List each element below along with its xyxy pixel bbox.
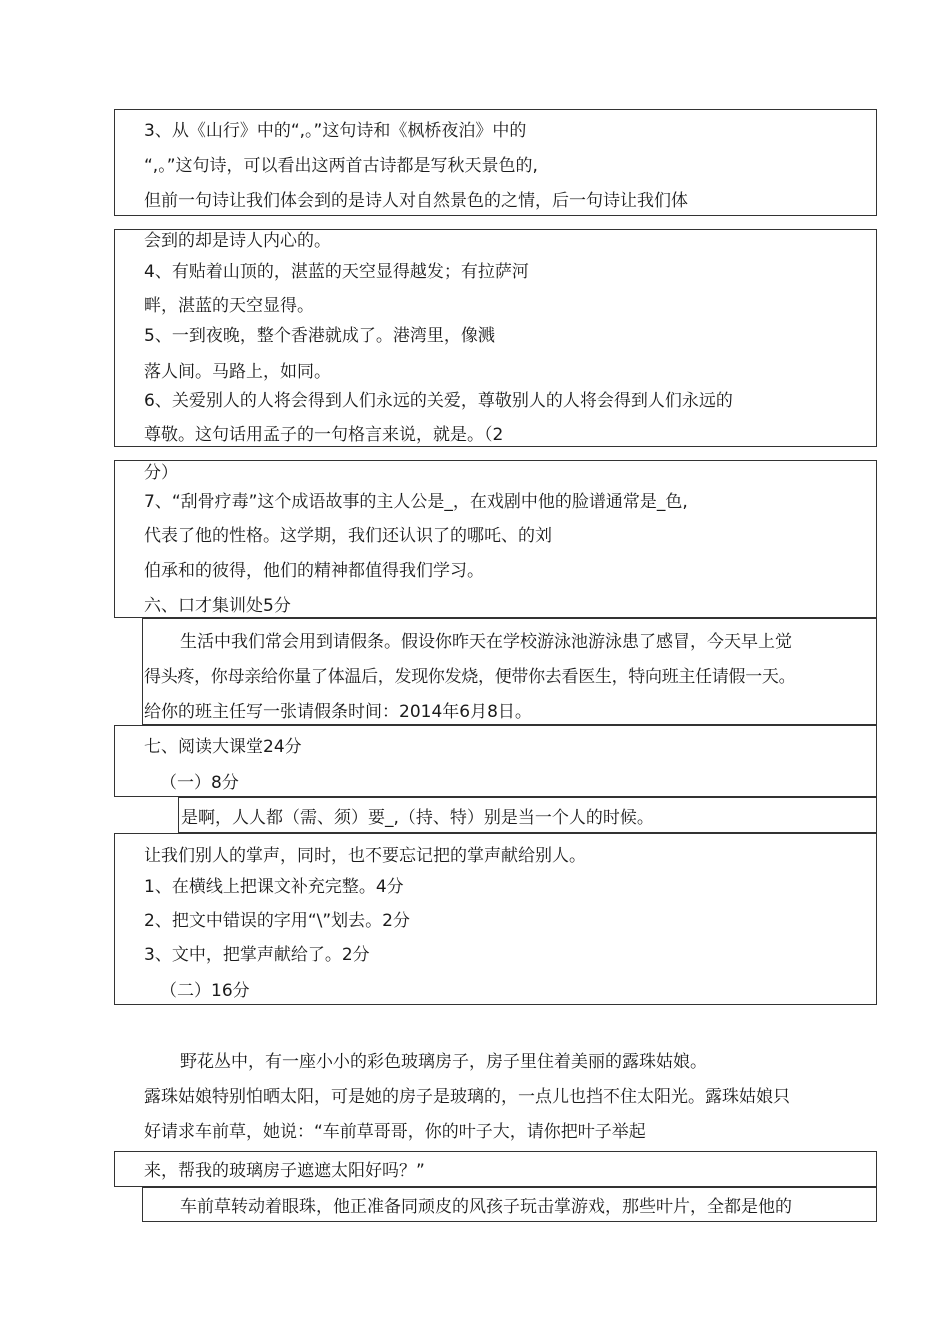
reading-q2: 2、把文中错误的字用“\”划去。2分	[144, 911, 410, 931]
reading-part-1-heading: （一）8分	[160, 773, 239, 793]
reading-part-2-heading: （二）16分	[160, 981, 250, 1001]
passage-2-line-5: 车前草转动着眼珠，他正准备同顽皮的风孩子玩击掌游戏，那些叶片，全都是他的	[180, 1197, 792, 1217]
section-6-heading: 六、口才集训处5分	[144, 596, 291, 616]
passage-2-line-1: 野花丛中，有一座小小的彩色玻璃房子，房子里住着美丽的露珠姑娘。	[180, 1052, 707, 1072]
passage-2-line-3: 好请求车前草，她说：“车前草哥哥，你的叶子大，请你把叶子举起	[144, 1122, 646, 1142]
passage-2-line-4: 来，帮我的玻璃房子遮遮太阳好吗？”	[144, 1161, 425, 1181]
passage-1-line-2: 让我们别人的掌声，同时，也不要忘记把的掌声献给别人。	[144, 846, 586, 866]
q5-line-2: 落人间。马路上，如同。	[144, 362, 331, 382]
speaking-task-line-1: 生活中我们常会用到请假条。假设你昨天在学校游泳池游泳患了感冒，今天早上觉	[180, 632, 792, 652]
q3-line-1: 3、从《山行》中的“,。”这句诗和《枫桥夜泊》中的	[144, 121, 527, 141]
q6-continuation: 分）	[144, 463, 178, 483]
q6-line-2: 尊敬。这句话用孟子的一句格言来说，就是。（2	[144, 425, 504, 445]
reading-q1: 1、在横线上把课文补充完整。4分	[144, 877, 404, 897]
passage-2-line-2: 露珠姑娘特别怕晒太阳，可是她的房子是玻璃的，一点儿也挡不住太阳光。露珠姑娘只	[144, 1087, 790, 1107]
q4-line-2: 畔，湛蓝的天空显得。	[144, 296, 314, 316]
q7-line-3: 伯承和的彼得，他们的精神都值得我们学习。	[144, 561, 484, 581]
q7-line-2: 代表了他的性格。这学期，我们还认识了的哪吒、的刘	[144, 526, 552, 546]
reading-q3: 3、文中，把掌声献给了。2分	[144, 945, 370, 965]
q3-continuation: 会到的却是诗人内心的。	[144, 231, 331, 251]
q7-line-1: 7、“刮骨疗毒”这个成语故事的主人公是_，在戏剧中他的脸谱通常是_色,	[144, 492, 688, 512]
q5-line-1: 5、一到夜晚，整个香港就成了。港湾里，像溅	[144, 326, 495, 346]
q3-line-2: “,。”这句诗，可以看出这两首古诗都是写秋天景色的,	[144, 156, 538, 176]
q6-line-1: 6、关爱别人的人将会得到人们永远的关爱，尊敬别人的人将会得到人们永远的	[144, 391, 733, 411]
speaking-task-line-2: 得头疼，你母亲给你量了体温后，发现你发烧，便带你去看医生，特向班主任请假一天。	[144, 667, 796, 687]
passage-1-line-1: 是啊，人人都（需、须）要_,（持、特）别是当一个人的时候。	[181, 808, 654, 828]
q4-line-1: 4、有贴着山顶的，湛蓝的天空显得越发；有拉萨河	[144, 262, 529, 282]
section-7-heading: 七、阅读大课堂24分	[144, 737, 302, 757]
speaking-task-line-3: 给你的班主任写一张请假条时间：2014年6月8日。	[144, 702, 532, 722]
q3-line-3: 但前一句诗让我们体会到的是诗人对自然景色的之情，后一句诗让我们体	[144, 191, 688, 211]
